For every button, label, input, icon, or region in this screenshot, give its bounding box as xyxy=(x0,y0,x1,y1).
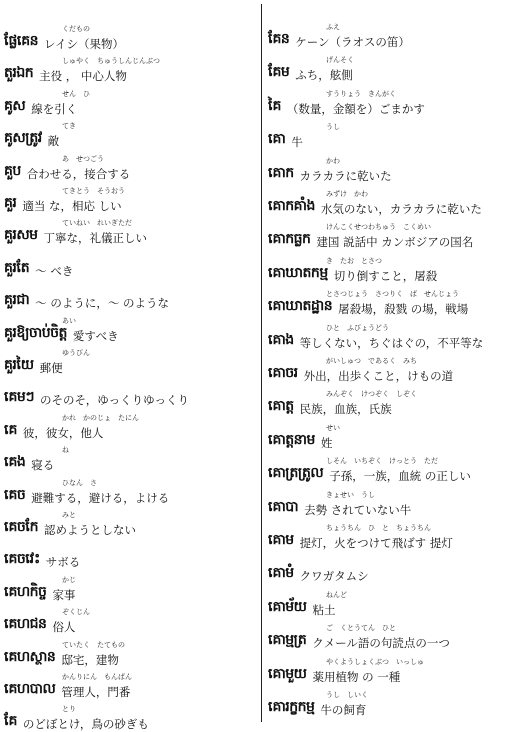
khmer-headword: គោម្មត្រ xyxy=(268,632,307,649)
khmer-headword: គោបា xyxy=(268,498,299,515)
furigana-reading: しゅやく ちゅうしんじんぶつ xyxy=(62,57,160,66)
dictionary-entry xyxy=(268,156,518,184)
khmer-headword: គោកធ្លក xyxy=(268,231,311,248)
khmer-headword: គេង xyxy=(4,454,26,471)
khmer-headword: គៃ xyxy=(268,97,281,114)
furigana-reading: せん ひ xyxy=(62,89,90,98)
furigana-reading: ちょうちん ひ と ちょうちん xyxy=(326,524,431,532)
furigana-reading: かんりにん もんばん xyxy=(62,673,132,681)
furigana-reading: すうりょう きんがく xyxy=(326,89,396,98)
furigana-reading: かわ xyxy=(326,156,340,165)
furigana-reading: ゆうびん xyxy=(62,349,90,357)
dictionary-entry xyxy=(4,316,256,344)
dictionary-entry xyxy=(268,323,518,351)
khmer-headword: គោត្តនាម xyxy=(268,431,315,448)
japanese-definition: レイシ（果物） xyxy=(44,37,124,51)
khmer-headword: គេហកិច្ច xyxy=(4,583,47,600)
furigana-reading: みと xyxy=(62,511,76,519)
japanese-definition: 避難する，避ける，よける xyxy=(31,490,170,505)
dictionary-entry xyxy=(268,356,518,384)
japanese-definition: 牛の飼育 xyxy=(320,703,367,717)
japanese-definition: 薬用植物 の 一種 xyxy=(312,669,401,684)
furigana-reading: ひと ふびょうどう xyxy=(326,323,389,332)
furigana-reading: ていねい れいぎただ xyxy=(62,219,132,228)
dictionary-entry xyxy=(4,478,256,506)
dictionary-entry xyxy=(268,490,518,518)
dictionary-entry xyxy=(4,251,256,279)
furigana-reading: しそん いちぞく けっとう ただ xyxy=(326,457,438,466)
furigana-reading: てき xyxy=(62,122,76,131)
khmer-headword: គោត្ត xyxy=(268,398,294,415)
japanese-definition: 子孫，一族，血統 の正しい xyxy=(329,469,471,484)
japanese-definition: 水気のない，カラカラに乾いた xyxy=(320,202,482,216)
dictionary-entry xyxy=(4,24,256,52)
dictionary-entry xyxy=(268,256,518,284)
dictionary-entry xyxy=(268,556,518,584)
dictionary-entry xyxy=(268,222,518,250)
khmer-headword: គួប xyxy=(4,162,21,179)
japanese-definition: ～ べき xyxy=(35,263,74,278)
khmer-headword: គួរសម xyxy=(4,227,38,244)
khmer-headword: គួរតែ xyxy=(4,259,30,276)
japanese-definition: 彼，彼女，他人 xyxy=(22,425,104,440)
dictionary-entry xyxy=(268,55,518,83)
japanese-definition: 合わせる，接合する xyxy=(26,166,131,181)
japanese-definition: クメール語の句読点の一つ xyxy=(312,636,450,651)
dictionary-entry xyxy=(4,445,256,473)
furigana-reading: きょせい うし xyxy=(326,490,375,499)
khmer-headword: គេចវេះ xyxy=(4,551,40,568)
furigana-reading: ご くとうてん ひと xyxy=(326,624,396,633)
khmer-headword: គួរឱ្យចាប់ចិត្ត xyxy=(4,324,67,341)
furigana-reading: ふえ xyxy=(326,23,340,31)
khmer-headword: គែម xyxy=(268,64,290,81)
dictionary-entry xyxy=(4,575,256,603)
khmer-headword: ផ្លែគេន xyxy=(4,33,39,49)
khmer-headword: គោង xyxy=(268,331,294,348)
furigana-reading: ね xyxy=(62,446,69,455)
japanese-definition: 切り倒すこと，屠殺 xyxy=(333,268,438,283)
dictionary-entry xyxy=(268,289,518,317)
khmer-headword: គូស xyxy=(4,97,26,114)
dictionary-entry xyxy=(4,89,256,117)
furigana-reading: うし しいく xyxy=(326,691,368,699)
column-divider xyxy=(261,4,262,722)
dictionary-entry xyxy=(4,640,256,668)
dictionary-entry xyxy=(268,623,518,651)
japanese-definition: 民族，血族，氏族 xyxy=(299,402,392,417)
khmer-headword: គេហជន xyxy=(4,616,47,633)
japanese-definition: ケーン（ラオスの笛） xyxy=(295,35,410,49)
japanese-definition: 牛 xyxy=(291,135,303,150)
dictionary-entry xyxy=(4,704,256,732)
furigana-reading: うし xyxy=(326,123,340,132)
furigana-reading: みんぞく けつぞく しぞく xyxy=(326,390,417,399)
dictionary-entry xyxy=(268,657,518,685)
khmer-headword: គោកគាំង xyxy=(268,198,315,214)
japanese-definition: （数量，金額を）ごまかす xyxy=(286,101,425,116)
dictionary-entry xyxy=(268,189,518,217)
japanese-definition: 家事 xyxy=(52,587,76,602)
dictionary-entry xyxy=(4,348,256,376)
khmer-headword: គែន xyxy=(268,31,290,47)
dictionary-entry xyxy=(268,590,518,618)
khmer-headword: គោចរ xyxy=(268,365,298,381)
japanese-definition: 敵 xyxy=(47,134,60,149)
japanese-definition: クワガタムシ xyxy=(299,569,369,584)
furigana-reading: くだもの xyxy=(62,25,90,33)
furigana-reading: けんこくせつわちゅう こくめい xyxy=(326,223,431,232)
dictionary-entry xyxy=(268,523,518,551)
dictionary-entry xyxy=(4,413,256,441)
japanese-definition: 管理人，門番 xyxy=(61,685,131,699)
japanese-definition: 外出，出歩くこと，けもの道 xyxy=(303,369,454,383)
japanese-definition: 線を引く xyxy=(31,101,78,116)
dictionary-entry xyxy=(268,423,518,451)
dictionary-entry xyxy=(4,186,256,214)
japanese-definition: サボる xyxy=(45,555,81,570)
khmer-headword: គួរយៃ xyxy=(4,357,34,373)
japanese-definition: カラカラに乾いた xyxy=(299,168,392,183)
furigana-reading: かれ かのじょ たにん xyxy=(62,413,139,422)
japanese-definition: 粘土 xyxy=(312,602,336,617)
dictionary-entry xyxy=(4,672,256,700)
japanese-definition: 丁寧な，礼儀正しい xyxy=(43,231,148,246)
dictionary-entry xyxy=(4,154,256,182)
furigana-reading: みずけ かわ xyxy=(326,190,368,198)
japanese-definition: 去勢 されていない牛 xyxy=(304,502,412,517)
khmer-headword: គេចកែ xyxy=(4,519,39,535)
japanese-definition: 提灯，火をつけて飛ばす 提灯 xyxy=(299,536,453,550)
khmer-headword: គោម xyxy=(268,532,294,548)
japanese-definition: 郵便 xyxy=(39,361,63,375)
khmer-headword: គែ xyxy=(4,713,17,730)
japanese-definition: 建国 説話中 カンボジアの国名 xyxy=(316,235,474,250)
khmer-headword: គោត្រត្រូល xyxy=(268,465,324,482)
dictionary-entry xyxy=(4,607,256,635)
furigana-reading: げんそく xyxy=(326,56,354,65)
furigana-reading: とり xyxy=(62,705,76,714)
furigana-reading: がいしゅつ であるく みち xyxy=(326,357,417,365)
khmer-headword: គោម័យ xyxy=(268,598,307,615)
khmer-headword: តួរឯក xyxy=(4,65,34,82)
khmer-headword: គេ xyxy=(4,421,17,438)
dictionary-entry xyxy=(4,380,256,408)
khmer-headword: គូសត្រូវ xyxy=(4,130,42,147)
dictionary-entry xyxy=(4,121,256,149)
dictionary-entry xyxy=(268,690,518,718)
japanese-definition: 邸宅，建物 xyxy=(61,652,119,667)
furigana-reading: き たお とさつ xyxy=(326,256,382,265)
furigana-reading: やくようしょくぶつ いっしゅ xyxy=(326,657,424,666)
furigana-reading: とさつじょう さつりく ば せんじょう xyxy=(326,290,459,299)
japanese-definition: 俗人 xyxy=(52,620,76,635)
furigana-reading: ていたく たてもの xyxy=(62,640,125,649)
furigana-reading: ねんど xyxy=(326,590,347,599)
dictionary-entry xyxy=(268,389,518,417)
japanese-definition: のどぼとけ，鳥の砂ぎも xyxy=(22,717,149,732)
dictionary-entry xyxy=(268,122,518,150)
furigana-reading: かじ xyxy=(62,575,76,584)
japanese-definition: 寝る xyxy=(31,458,55,473)
japanese-definition: 認めようとしない xyxy=(44,523,137,537)
khmer-headword: គួរជា xyxy=(4,292,30,309)
japanese-definition: 屠殺場，殺戮 の場，戦場 xyxy=(338,302,469,317)
japanese-definition: のそのそ，ゆっくりゆっくり xyxy=(39,393,189,408)
dictionary-entry xyxy=(4,510,256,538)
khmer-headword: គោក xyxy=(268,164,294,181)
dictionary-entry xyxy=(4,283,256,311)
khmer-headword: គោ xyxy=(268,131,286,148)
khmer-headword: គេហស្ថាន xyxy=(4,648,56,665)
japanese-definition: 姓 xyxy=(320,435,333,450)
japanese-definition: ふち，舷側 xyxy=(295,68,353,83)
dictionary-entry xyxy=(4,56,256,84)
khmer-headword: គោឃាតដ្ឋាន xyxy=(268,298,333,315)
khmer-headword: គេច xyxy=(4,486,26,503)
khmer-headword: គោមួយ xyxy=(268,665,307,682)
khmer-headword: គួរ xyxy=(4,195,17,211)
dictionary-entry xyxy=(268,456,518,484)
japanese-definition: 適当 な，相応 しい xyxy=(22,199,122,213)
dictionary-entry xyxy=(268,89,518,117)
khmer-headword: គេហបាល xyxy=(4,681,56,697)
dictionary-entry xyxy=(4,542,256,570)
japanese-definition: 主役 ， 中心人物 xyxy=(39,69,127,84)
japanese-definition: 等しくない，ちぐはぐの，不平等な xyxy=(299,335,484,350)
dictionary-entry xyxy=(268,22,518,50)
furigana-reading: ひなん さ xyxy=(62,478,97,487)
dictionary-entry xyxy=(4,218,256,246)
furigana-reading: あい xyxy=(62,316,76,325)
furigana-reading: てきとう そうおう xyxy=(62,187,125,195)
khmer-headword: គោឃាតកម្ម xyxy=(268,264,328,281)
khmer-headword: គោរក្ខកម្ម xyxy=(268,699,315,715)
khmer-headword: គោមំ xyxy=(268,565,294,582)
furigana-reading: あ せつごう xyxy=(62,154,104,163)
japanese-definition: ～ のように，～ のような xyxy=(35,296,169,311)
furigana-reading: ぞくじん xyxy=(62,608,90,617)
furigana-reading: せい xyxy=(326,423,340,432)
khmer-headword: គេមៗ xyxy=(4,389,34,406)
japanese-definition: 愛すべき xyxy=(72,328,119,343)
